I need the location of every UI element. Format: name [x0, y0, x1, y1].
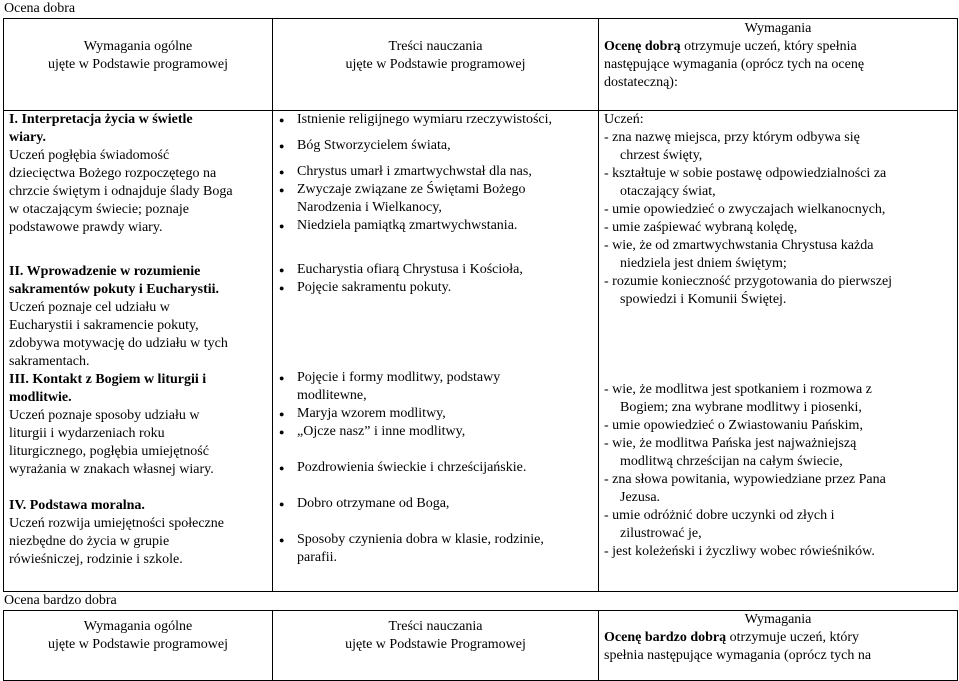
list-item: ● Dobro otrzymane od Boga, — [273, 495, 593, 513]
bullet-icon: ● — [279, 373, 285, 383]
list-item: ● Pojęcie sakramentu pokuty. — [273, 279, 593, 297]
header-intro-line: następujące wymagania (oprócz tych na ocenę — [604, 57, 865, 72]
table-header-row — [4, 19, 958, 111]
header-intro-line — [604, 629, 952, 647]
list-item: - wie, że modlitwa jest spotkaniem i rozmowa z Bogiem; zna wybrane modlitwy i piosenki, — [604, 382, 872, 415]
header-title: Wymagania — [744, 612, 812, 627]
header-intro-line — [604, 38, 952, 56]
list-item: ● Chrystus umarł i zmartwychwstał dla nas, — [273, 163, 593, 181]
list-item: - kształtuje w sobie postawę odpowiedzialności za otaczający świat, — [604, 166, 887, 199]
list-item: ● „Ojcze nasz” i inne modlitwy, — [273, 423, 593, 441]
list-item: ● Niedziela pamiątką zmartwychwstania. — [273, 217, 593, 235]
list-item: - umie odróżnić dobre uczynki od złych i zilustrować je, — [604, 508, 835, 541]
section-title-3: III. Kontakt z Bogiem w liturgii i modlitwie. — [9, 372, 207, 405]
bullet-icon: ● — [279, 185, 285, 195]
bullet-icon: ● — [279, 409, 285, 419]
content-cell — [273, 111, 599, 592]
list-item: ● Istnienie religijnego wymiaru rzeczywistości, — [273, 111, 593, 129]
bullet-icon: ● — [279, 535, 285, 545]
bullet-icon: ● — [279, 499, 285, 509]
header-title: Wymagania — [744, 21, 812, 36]
section-title-1: I. Interpretacja życia w świetle wiary. — [9, 112, 193, 145]
bullet-icon: ● — [279, 115, 285, 125]
section-text-3: Uczeń poznaje sposoby udziału w liturgii i wydarzeniach roku liturgicznego, pogłębia umiejętność wyrażania w znakach własnej wiary. — [9, 408, 214, 477]
header-intro-line: spełnia następujące wymagania (oprócz tych na — [604, 648, 872, 663]
header-line: ujęte w Podstawie programowej — [47, 57, 228, 72]
list-item: - zna słowa powitania, wypowiedziane przez Pana Jezusa. — [604, 472, 886, 505]
grade-bold-lead: Ocenę bardzo dobrą — [604, 630, 727, 645]
header-line: Wymagania ogólne — [83, 39, 193, 54]
general-requirements-cell — [4, 111, 273, 592]
bullet-icon: ● — [279, 141, 285, 151]
header-line: ujęte w Podstawie Programowej — [345, 637, 526, 652]
section-title-4: IV. Podstawa moralna. — [9, 498, 145, 513]
header-line: Treści nauczania — [388, 39, 483, 54]
section-heading-dobra: Ocena dobra — [4, 1, 76, 16]
section-text-1: Uczeń pogłębia świadomość dziecięctwa Bożego rozpoczętego na chrzcie świętym i odnajduje ślady Boga w otaczającym świecie; poznaje podstawowe prawdy wiary. — [9, 148, 233, 235]
list-item: ● Eucharystia ofiarą Chrystusa i Kościoła, — [273, 261, 593, 279]
requirements-table-bardzo-dobra — [3, 610, 958, 681]
student-label: Uczeń: — [604, 112, 644, 127]
bullet-icon: ● — [279, 283, 285, 293]
requirements-table-dobra — [3, 18, 958, 592]
bullet-icon: ● — [279, 221, 285, 231]
header-content — [273, 19, 599, 111]
header-line: ujęte w Podstawie programowej — [345, 57, 526, 72]
header-general-requirements — [4, 19, 273, 111]
list-item: ● Pojęcie i formy modlitwy, podstawy modlitewne, — [273, 369, 593, 405]
list-item: ● Sposoby czynienia dobra w klasie, rodzinie, parafii. — [273, 531, 593, 567]
list-item: - umie opowiedzieć o zwyczajach wielkanocnych, — [604, 202, 886, 217]
bullet-icon: ● — [279, 427, 285, 437]
header-general-requirements — [4, 611, 273, 681]
bullet-icon: ● — [279, 265, 285, 275]
list-item: - jest koleżeński i życzliwy wobec rówieśników. — [604, 544, 875, 559]
header-requirements — [599, 19, 958, 111]
table-body-row — [4, 111, 958, 592]
header-intro-line: dostateczną): — [604, 75, 678, 90]
list-item: ● Zwyczaje związane ze Świętami Bożego Narodzenia i Wielkanocy, — [273, 181, 593, 217]
list-item: - zna nazwę miejsca, przy którym odbywa się chrzest święty, — [604, 130, 860, 163]
grade-bold-lead: Ocenę dobrą — [604, 39, 681, 54]
list-item: - wie, że modlitwa Pańska jest najważniejszą modlitwą chrześcijan na całym świecie, — [604, 436, 857, 469]
header-line: ujęte w Podstawie programowej — [47, 637, 228, 652]
section-heading-bardzo-dobra: Ocena bardzo dobra — [4, 593, 117, 608]
list-item: ● Bóg Stworzycielem świata, — [273, 137, 593, 155]
header-intro-rest: otrzymuje uczeń, który — [726, 630, 860, 645]
requirements-cell — [599, 111, 958, 592]
list-item: ● Maryja wzorem modlitwy, — [273, 405, 593, 423]
bullet-icon: ● — [279, 463, 285, 473]
header-line: Wymagania ogólne — [83, 619, 193, 634]
header-line: Treści nauczania — [388, 619, 483, 634]
list-item: - wie, że od zmartwychwstania Chrystusa każda niedziela jest dniem świętym; — [604, 238, 874, 271]
table-header-row — [4, 611, 958, 681]
header-requirements — [599, 611, 958, 681]
list-item: - umie zaśpiewać wybraną kolędę, — [604, 220, 798, 235]
header-intro-rest: otrzymuje uczeń, który spełnia — [680, 39, 857, 54]
section-text-2: Uczeń poznaje cel udziału w Eucharystii i sakramencie pokuty, zdobywa motywację do udziału w tych sakramentach. — [9, 300, 228, 369]
list-item: - rozumie konieczność przygotowania do pierwszej spowiedzi i Komunii Świętej. — [604, 274, 893, 307]
list-item: - umie opowiedzieć o Zwiastowaniu Pańskim, — [604, 418, 863, 433]
section-title-2: II. Wprowadzenie w rozumienie sakramentów pokuty i Eucharystii. — [9, 264, 220, 297]
header-content — [273, 611, 599, 681]
list-item: ● Pozdrowienia świeckie i chrześcijańskie. — [273, 459, 593, 477]
bullet-icon: ● — [279, 167, 285, 177]
section-text-4: Uczeń rozwija umiejętności społeczne niezbędne do życia w grupie rówieśniczej, rodzinie i szkole. — [9, 516, 224, 567]
